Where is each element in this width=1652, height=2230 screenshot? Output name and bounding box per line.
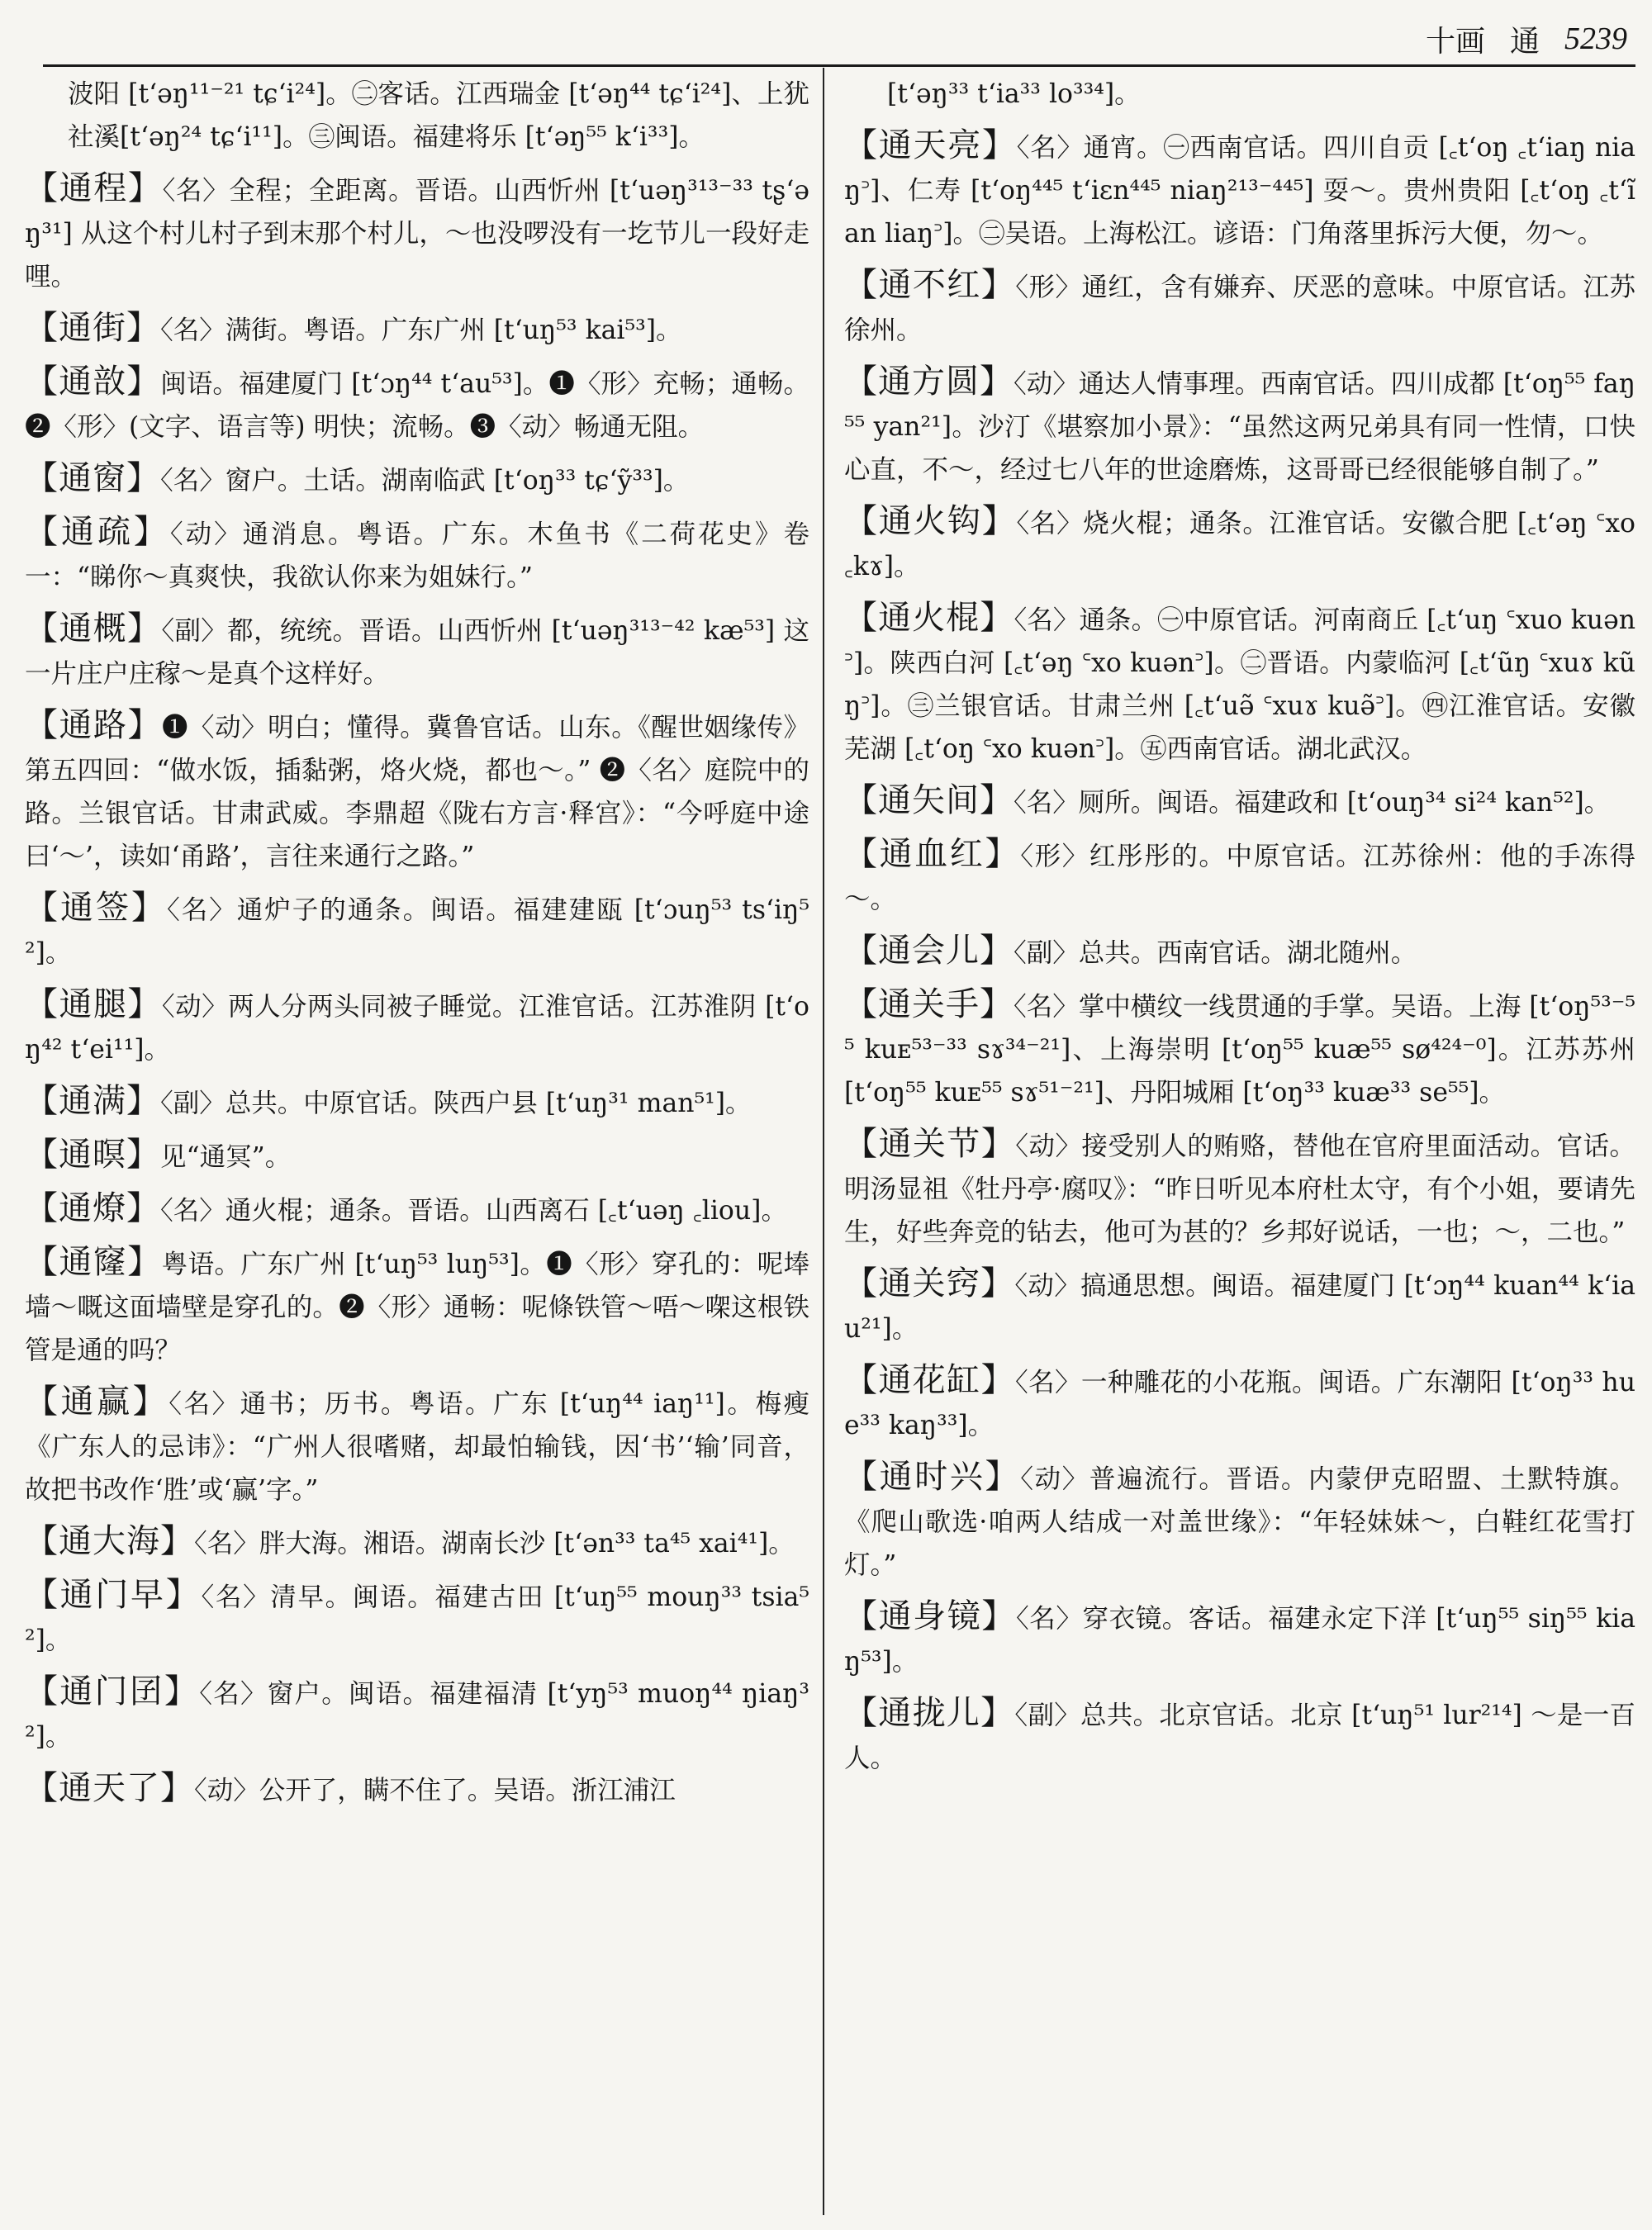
entry-definition: 〈名〉一种雕花的小花瓶。闽语。广东潮阳 [tʻoŋ³³ hue³³ kaŋ³³]。	[844, 1368, 1636, 1440]
entry-headword: 【通敨】	[25, 363, 161, 401]
entry-definition: 〈名〉全程；全距离。晋语。山西忻州 [tʻuəŋ³¹³⁻³³ tʂʻəŋ³¹] 从这个村儿村子到末那个村儿，～也没啰没有一圪节儿一段好走哩。	[25, 176, 809, 292]
left-column	[25, 73, 809, 2222]
dictionary-entry	[25, 1133, 809, 1179]
entry-headword: 【通签】	[25, 889, 167, 927]
dictionary-entry	[25, 1573, 809, 1662]
entry-headword: 【通窗】	[25, 459, 160, 497]
entry-definition: 〈名〉通炉子的通条。闽语。福建建瓯 [tʻɔuŋ⁵³ tsʻiŋ⁵²]。	[25, 895, 809, 968]
right-column	[844, 73, 1645, 2222]
column-divider	[823, 68, 824, 2215]
header-char: 通	[1509, 24, 1540, 59]
entry-definition: 〈动〉公开了，瞒不住了。吴语。浙江浦江	[194, 1776, 676, 1805]
dictionary-entry	[844, 1691, 1635, 1780]
entry-definition: [tʻəŋ³³ tʻia³³ lo³³⁴]。	[887, 79, 1141, 109]
entry-headword: 【通天亮】	[844, 126, 1017, 164]
entry-definition: 〈名〉厕所。闽语。福建政和 [tʻouŋ³⁴ si²⁴ kan⁵²]。	[1014, 788, 1611, 818]
entry-definition: 〈动〉两人分两头同被子睡觉。江淮官话。江苏淮阴 [tʻoŋ⁴² tʻei¹¹]。	[25, 992, 809, 1065]
entry-headword: 【通方圆】	[844, 363, 1014, 401]
dictionary-entry	[844, 263, 1635, 352]
entry-continuation	[25, 73, 809, 159]
entry-definition: 〈动〉接受别人的贿赂，替他在官府里面活动。官话。明汤显祖《牡丹亭·腐叹》：“昨日听见本府杜太守，有个小姐，要请先生，好些奔竞的钻去，他可为甚的？乡邦好说话，一也；～，二也。”	[844, 1132, 1635, 1247]
entry-definition: 〈名〉通条。㊀中原官话。河南商丘 [꜀tʻuŋ ꜂xuo kuən꜄]。陕西白河 [꜀tʻəŋ ꜂xo kuən꜄]。㊁晋语。内蒙临河 [꜀tʻũŋ ꜂xuɤ kũŋ꜄]。㊂兰银官话。甘肃兰州 [꜀tʻuə̃ ꜂xuɤ kuə̃꜄]。㊃江淮官话。安徽芜湖 [꜀tʻoŋ ꜂xo kuən꜄]。㊄西南官话。湖北武汉。	[844, 605, 1636, 764]
entry-definition: 〈形〉通红，含有嫌弃、厌恶的意味。中原官话。江苏徐州。	[844, 273, 1635, 345]
dictionary-entry	[25, 1767, 809, 1812]
entry-definition: 〈动〉通达人情事理。西南官话。四川成都 [tʻoŋ⁵⁵ faŋ⁵⁵ yan²¹]。沙汀《堪察加小景》：“虽然这两兄弟具有同一性情，口快心直，不～，经过七八年的世途磨炼，这哥哥已经很能够自制了。”	[844, 369, 1636, 485]
dictionary-entry	[25, 1380, 809, 1511]
entry-headword: 【通花缸】	[844, 1361, 1015, 1399]
dictionary-entry	[25, 1187, 809, 1232]
entry-definition: 〈名〉窗户。土话。湖南临武 [tʻoŋ³³ tɕʻỹ³³]。	[160, 466, 690, 496]
dictionary-entry	[25, 306, 809, 352]
dictionary-entry	[844, 500, 1645, 588]
entry-definition: 〈动〉搞通思想。闽语。福建厦门 [tʻɔŋ⁴⁴ kuan⁴⁴ kʻiau²¹]。	[844, 1271, 1636, 1344]
dictionary-entry	[25, 886, 809, 975]
entry-definition: 〈副〉都，统统。晋语。山西忻州 [tʻuəŋ³¹³⁻⁴² kæ⁵³] 这一片庄户庄稼～是真个这样好。	[25, 616, 809, 689]
dictionary-entry	[844, 1595, 1635, 1683]
entry-headword: 【通燎】	[25, 1189, 160, 1227]
entry-headword: 【通程】	[25, 169, 163, 207]
entry-definition: 〈动〉通消息。粤语。广东。木鱼书《二荷花史》卷一：“睇你～真爽快，我欲认你来为姐妹行。”	[25, 520, 809, 592]
dictionary-entry	[25, 167, 809, 298]
dictionary-entry	[844, 833, 1635, 921]
entry-definition: 〈副〉总共。中原官话。陕西户县 [tʻuŋ³¹ man⁵¹]。	[160, 1089, 752, 1118]
entry-definition: 见“通冥”。	[160, 1142, 292, 1172]
dictionary-entry	[25, 1079, 809, 1125]
entry-headword: 【通路】	[25, 706, 163, 744]
entry-definition: 〈名〉通书；历书。粤语。广东 [tʻuŋ⁴⁴ iaŋ¹¹]。梅瘦《广东人的忌讳》：“广州人很嗜赌，却最怕输钱，因‘书’‘输’同音，故把书改作‘胜’或‘赢’字。”	[25, 1389, 809, 1505]
dictionary-entry	[25, 457, 809, 502]
page-header	[1313, 18, 1627, 59]
entry-definition: 〈名〉穿衣镜。客话。福建永定下洋 [tʻuŋ⁵⁵ siŋ⁵⁵ kiaŋ⁵³]。	[844, 1604, 1636, 1677]
entry-headword: 【通关手】	[844, 985, 1014, 1023]
entry-definition: 闽语。福建厦门 [tʻɔŋ⁴⁴ tʻau⁵³]。❶〈形〉充畅；通畅。❷〈形〉(文字、语言等) 明快；流畅。❸〈动〉畅通无阻。	[25, 369, 809, 442]
entry-definition: 〈名〉掌中横纹一线贯通的手掌。吴语。上海 [tʻoŋ⁵³⁻⁵⁵ kuᴇ⁵³⁻³³ sɤ³⁴⁻²¹]、上海崇明 [tʻoŋ⁵⁵ kuæ⁵⁵ sø⁴²⁴⁻⁰]。江苏苏州 [tʻoŋ⁵⁵ kuᴇ⁵⁵ sɤ⁵¹⁻²¹]、丹阳城厢 [tʻoŋ³³ kuæ³³ se⁵⁵]。	[844, 992, 1645, 1108]
entry-headword: 【通窿】	[25, 1243, 162, 1281]
dictionary-entry	[844, 124, 1635, 255]
dictionary-entry	[844, 929, 1635, 975]
entry-headword: 【通不红】	[844, 266, 1016, 304]
entry-definition: 〈名〉烧火棍；通条。江淮官话。安徽合肥 [꜀tʻəŋ ꜂xo ꜀kɤ]。	[844, 509, 1645, 581]
entry-headword: 【通满】	[25, 1082, 160, 1120]
entry-headword: 【通门囝】	[25, 1672, 200, 1710]
dictionary-entry	[25, 1241, 809, 1372]
entry-definition: 波阳 [tʻəŋ¹¹⁻²¹ tɕʻi²⁴]。㊁客话。江西瑞金 [tʻəŋ⁴⁴ tɕʻi²⁴]、上犹社溪[tʻəŋ²⁴ tɕʻi¹¹]。㊂闽语。福建将乐 [tʻəŋ⁵⁵ kʻi³³]。	[68, 79, 809, 152]
entry-headword: 【通关窍】	[844, 1264, 1015, 1302]
entry-definition: 粤语。广东广州 [tʻuŋ⁵³ luŋ⁵³]。❶〈形〉穿孔的：呢埲墙～嘅这面墙壁是穿孔的。❷〈形〉通畅：呢條铁管～唔～㗎这根铁管是通的吗？	[25, 1250, 810, 1365]
entry-headword: 【通身镜】	[844, 1597, 1016, 1635]
entry-definition: 〈副〉总共。西南官话。湖北随州。	[1014, 938, 1417, 968]
entry-headword: 【通腿】	[25, 985, 162, 1023]
entry-headword: 【通火钩】	[844, 502, 1017, 540]
entry-headword: 【通关节】	[844, 1125, 1016, 1163]
entry-headword: 【通门早】	[25, 1576, 202, 1614]
dictionary-entry	[25, 607, 809, 695]
entry-headword: 【通矢间】	[844, 781, 1014, 819]
entry-headword: 【通概】	[25, 610, 162, 648]
entry-definition: 〈名〉通宵。㊀西南官话。四川自贡 [꜀tʻoŋ ꜀tʻiaŋ niaŋ꜄]、仁寿 [tʻoŋ⁴⁴⁵ tʻiɛn⁴⁴⁵ niaŋ²¹³⁻⁴⁴⁵] 耍～。贵州贵阳 [꜀tʻoŋ ꜀tʻĩan liaŋ꜄]。㊁吴语。上海松江。谚语：门角落里拆污大便，勿～。	[844, 133, 1635, 249]
dictionary-entry	[844, 779, 1635, 824]
entry-headword: 【通疏】	[25, 513, 170, 551]
entry-headword: 【通天了】	[25, 1769, 194, 1807]
dictionary-entry	[844, 1455, 1635, 1587]
entry-definition: 〈形〉红彤彤的。中原官话。江苏徐州：他的手冻得～。	[844, 842, 1635, 914]
header-rule	[43, 64, 1635, 67]
entry-headword: 【通拢儿】	[844, 1694, 1015, 1732]
entry-definition: ❶〈动〉明白；懂得。冀鲁官话。山东。《醒世姻缘传》第五四回：“做水饭，插黏粥，烙火烧，都也～。” ❷〈名〉庭院中的路。兰银官话。甘肃武威。李鼎超《陇右方言·释宫》：“今呼庭中途曰‘～’，读如‘甬路’，言往来通行之路。”	[25, 713, 810, 871]
entry-headword: 【通血红】	[844, 835, 1021, 873]
dictionary-entry	[25, 360, 809, 448]
dictionary-entry	[844, 1359, 1635, 1447]
entry-definition: 〈名〉清早。闽语。福建古田 [tʻuŋ⁵⁵ mouŋ³³ tsia⁵²]。	[25, 1582, 809, 1655]
entry-headword: 【通赢】	[25, 1383, 169, 1421]
dictionary-entry	[844, 983, 1645, 1114]
dictionary-entry	[25, 704, 809, 878]
dictionary-entry	[25, 510, 809, 599]
entry-headword: 【通暝】	[25, 1136, 160, 1174]
entry-definition: 〈名〉胖大海。湘语。湖南长沙 [tʻən³³ ta⁴⁵ xai⁴¹]。	[194, 1529, 795, 1559]
entry-headword: 【通大海】	[25, 1522, 194, 1560]
dictionary-entry	[25, 1520, 809, 1565]
entry-definition: 〈名〉通火棍；通条。晋语。山西离石 [꜀tʻuəŋ ꜀liou]。	[160, 1196, 787, 1226]
entry-headword: 【通火棍】	[844, 599, 1014, 637]
dictionary-entry	[844, 1262, 1635, 1350]
entry-definition: 〈名〉窗户。闽语。福建福清 [tʻyŋ⁵³ muoŋ⁴⁴ ŋiaŋ³²]。	[25, 1679, 810, 1752]
entry-headword: 【通街】	[25, 309, 160, 347]
page-number: 5239	[1564, 21, 1627, 56]
dictionary-entry	[25, 983, 809, 1071]
entry-headword: 【通会儿】	[844, 932, 1014, 970]
entry-headword: 【通时兴】	[844, 1458, 1021, 1496]
dictionary-entry	[844, 360, 1635, 491]
entry-definition: 〈副〉总共。北京官话。北京 [tʻuŋ⁵¹ lur²¹⁴] ～是一百人。	[844, 1701, 1635, 1773]
dictionary-entry	[25, 1670, 809, 1758]
entry-continuation	[844, 73, 1635, 116]
dictionary-entry	[844, 596, 1635, 771]
entry-definition: 〈动〉普遍流行。晋语。内蒙伊克昭盟、土默特旗。《爬山歌选·咱两人结成一对盖世缘》：“年轻妹妹～，白鞋红花雪打灯。”	[844, 1464, 1635, 1580]
entry-definition: 〈名〉满街。粤语。广东广州 [tʻuŋ⁵³ kai⁵³]。	[160, 316, 682, 345]
header-section: 十画	[1425, 24, 1485, 59]
dictionary-entry	[844, 1122, 1635, 1254]
